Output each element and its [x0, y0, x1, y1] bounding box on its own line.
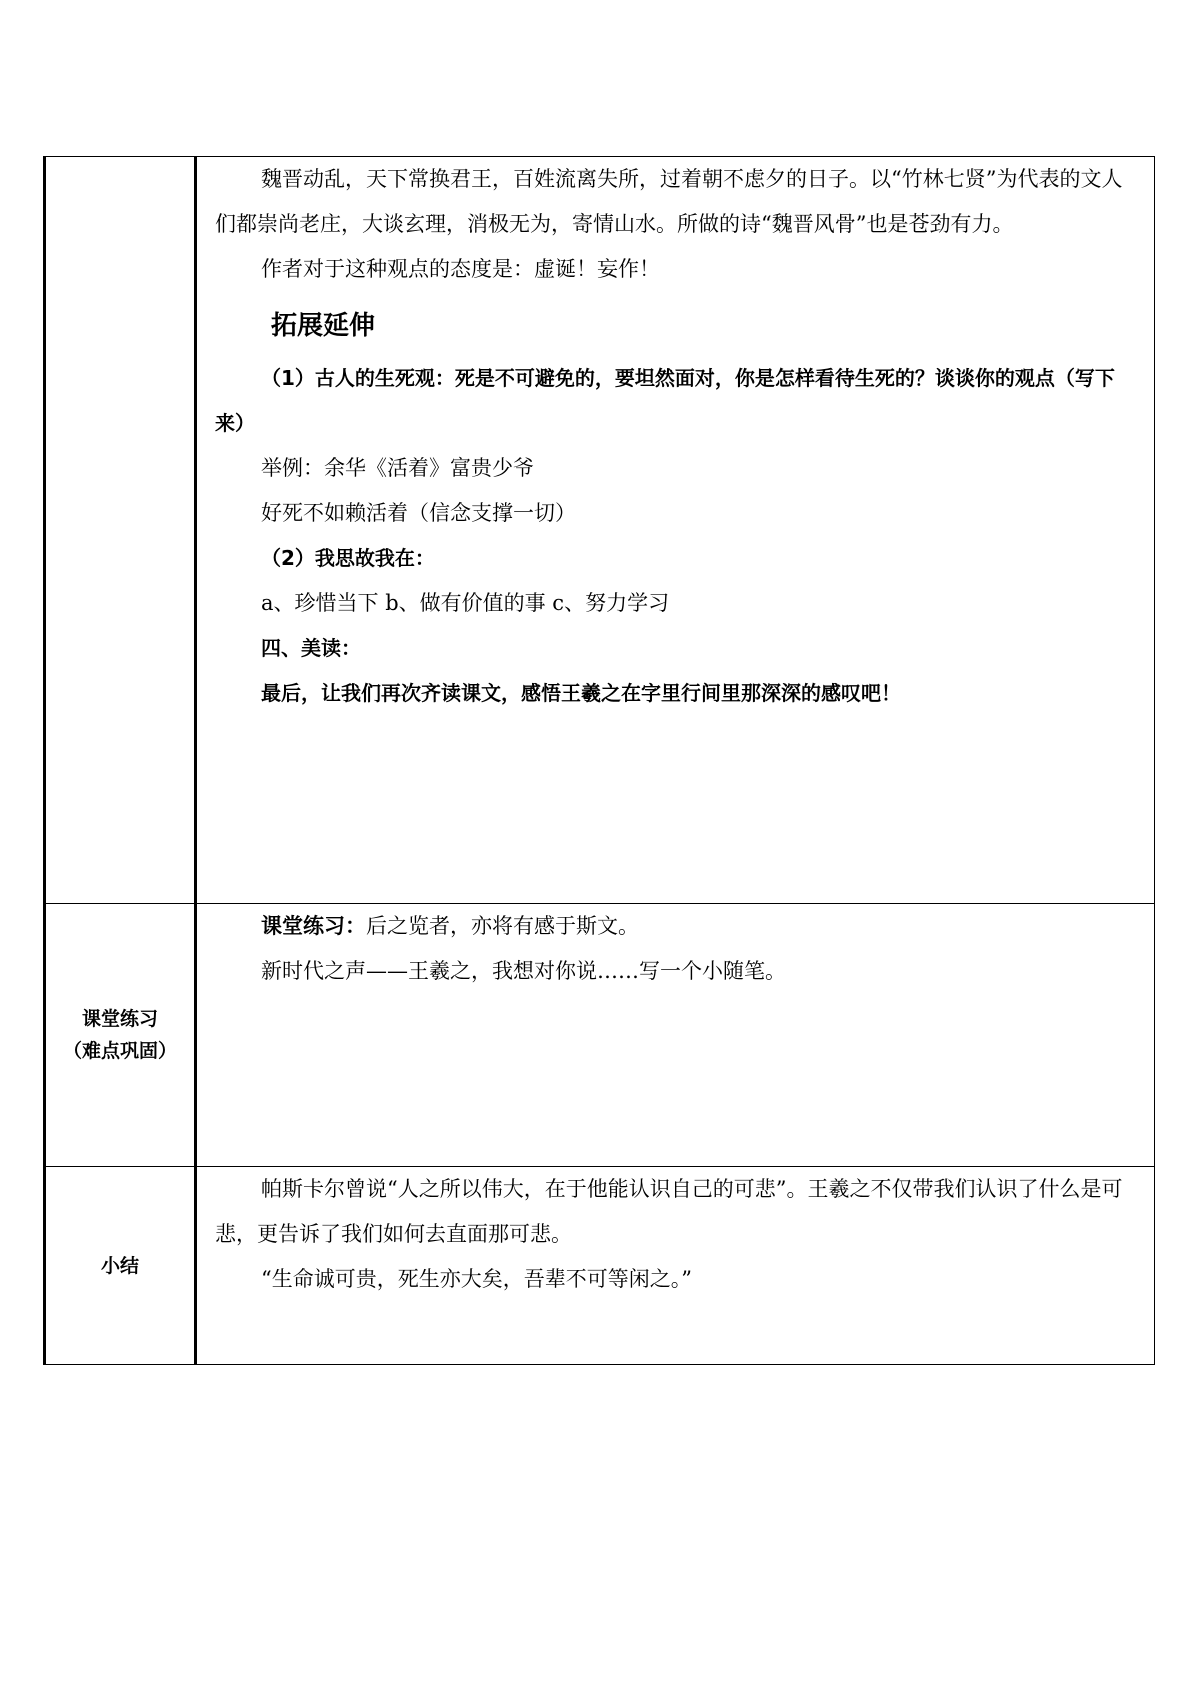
row-label-summary: 小结	[45, 1167, 196, 1365]
summary-content	[196, 1167, 1155, 1365]
practice-quote: 后之览者，亦将有感于斯文。	[366, 914, 639, 938]
writing-task: 新时代之声——王羲之，我想对你说……写一个小随笔。	[261, 959, 786, 983]
table-row-practice	[45, 904, 1155, 1167]
row-label-empty	[45, 157, 196, 904]
lesson-table	[43, 156, 1155, 1365]
example-line-2: 好死不如赖活着（信念支撑一切）	[261, 501, 576, 525]
row-label-practice	[45, 904, 196, 1167]
practice-label-line1: 课堂练习	[81, 1008, 158, 1030]
author-attitude: 作者对于这种观点的态度是：虚诞！妄作！	[261, 257, 660, 281]
question-2-items: a、珍惜当下 b、做有价值的事 c、努力学习	[261, 591, 670, 615]
expansion-content	[196, 157, 1155, 904]
practice-prefix: 课堂练习：	[261, 914, 366, 938]
question-2: （2）我思故我在：	[261, 546, 435, 570]
summary-paragraph: 帕斯卡尔曾说“人之所以伟大，在于他能认识自己的可悲”。王羲之不仅带我们认识了什么是可悲，更告诉了我们如何去直面那可悲。	[215, 1177, 1123, 1246]
wei-jin-paragraph: 魏晋动乱，天下常换君王，百姓流离失所，过着朝不虑夕的日子。以“竹林七贤”为代表的文人们都崇尚老庄，大谈玄理，消极无为，寄情山水。所做的诗“魏晋风骨”也是苍劲有力。	[215, 167, 1123, 236]
summary-quote: “生命诚可贵，死生亦大矣，吾辈不可等闲之。”	[261, 1267, 692, 1291]
section-four-heading: 四、美读：	[261, 636, 361, 660]
practice-label-line2: （难点巩固）	[62, 1040, 177, 1062]
practice-line	[215, 904, 1136, 949]
practice-content	[196, 904, 1155, 1167]
section-heading-extension: 拓展延伸	[271, 311, 376, 341]
table-row-expansion	[45, 157, 1155, 904]
table-row-summary	[45, 1167, 1155, 1365]
final-reading-prompt: 最后，让我们再次齐读课文，感悟王羲之在字里行间里那深深的感叹吧！	[261, 681, 901, 705]
question-1: （1）古人的生死观：死是不可避免的，要坦然面对，你是怎样看待生死的？谈谈你的观点（写下来）	[215, 366, 1115, 435]
example-line-1: 举例：余华《活着》富贵少爷	[261, 456, 534, 480]
